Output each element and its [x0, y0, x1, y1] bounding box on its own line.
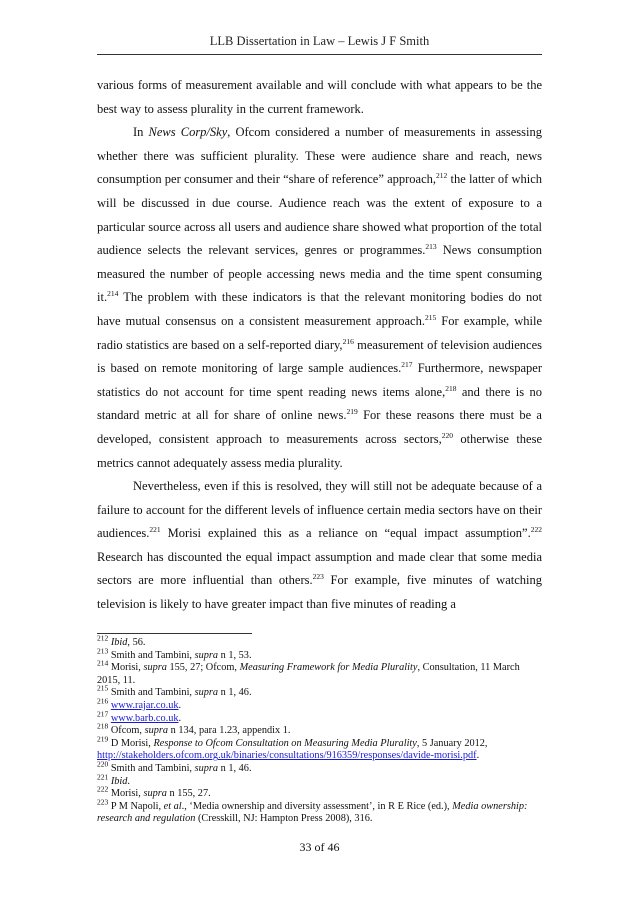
- footnote-text: Smith and Tambini,: [108, 762, 195, 774]
- footnote-ref[interactable]: 218: [445, 383, 457, 393]
- footnote-text: Smith and Tambini,: [108, 687, 195, 699]
- paragraph-2: [97, 121, 542, 475]
- footnote-ref[interactable]: 222: [530, 525, 542, 535]
- ofcom-consultation-link[interactable]: http://stakeholders.ofcom.org.uk/binaries/consultations/916359/responses/davide-morisi.pdf: [97, 750, 477, 762]
- footnote-italic: supra: [144, 725, 169, 737]
- footnote-219: [97, 734, 542, 763]
- footnote-text: Smith and Tambini,: [108, 649, 195, 661]
- footnote-italic: supra: [143, 662, 167, 674]
- footnote-number: 221: [97, 772, 109, 782]
- footnote-number: 222: [97, 784, 109, 794]
- paragraph-text: Morisi explained this as a reliance on “equal impact assumption”.: [160, 526, 531, 541]
- paragraph-3: [97, 475, 542, 617]
- footnote-215: [97, 683, 542, 700]
- footnote-text: , 56.: [127, 637, 146, 648]
- paragraph-text: Research has discounted the equal impact assumption and made clear that some media sectors are more influential than others.: [97, 549, 542, 588]
- footnote-212: [97, 633, 542, 650]
- footnote-number: 213: [97, 646, 109, 656]
- footnote-text: n 1, 46.: [218, 762, 252, 774]
- footnote-213: [97, 646, 542, 663]
- footnote-ref[interactable]: 223: [312, 572, 324, 582]
- footnote-text: D Morisi,: [108, 737, 154, 749]
- footnote-ref[interactable]: 213: [425, 242, 437, 251]
- footnote-italic: Response to Ofcom Consultation on Measuring Media Plurality: [153, 737, 417, 749]
- footnote-text: .: [178, 699, 182, 711]
- footnote-number: 215: [97, 683, 109, 693]
- footnote-text: Morisi,: [108, 662, 144, 674]
- footnote-text: n 155, 27.: [166, 788, 211, 800]
- footnote-number: 220: [97, 759, 109, 769]
- footnote-ref[interactable]: 216: [342, 336, 354, 346]
- running-header: LLB Dissertation in Law – Lewis J F Smith: [209, 34, 430, 48]
- case-name: News Corp/Sky: [148, 125, 228, 140]
- footnote-ref[interactable]: 217: [401, 359, 413, 369]
- footnote-italic: supra: [194, 649, 219, 661]
- footnote-text: Morisi,: [108, 788, 144, 800]
- paragraph-text: Furthermore, newspaper statistics do not account for time spent reading news items alone,: [97, 361, 542, 399]
- footnote-number: 216: [97, 696, 109, 706]
- footnote-number: 212: [97, 633, 109, 643]
- paragraph-text: various forms of measurement available and will conclude with what appears to be the best way to assess plurality in the current framework.: [97, 78, 542, 116]
- paragraph-text: In: [133, 125, 149, 140]
- footnote-216: [97, 696, 542, 713]
- page-number: 33 of 46: [299, 840, 340, 854]
- footnote-ref[interactable]: 214: [107, 289, 119, 299]
- footnote-223: [97, 797, 542, 826]
- paragraph-text: For example, while radio statistics are based on a self-reported diary,: [97, 313, 542, 352]
- body-text: [97, 74, 542, 617]
- footnote-italic: et al: [163, 800, 182, 812]
- footnote-220: [97, 759, 542, 776]
- paragraph-text: Nevertheless, even if this is resolved, they will still not be adequate because of a failure to account for the different levels of influence certain media sectors have on their audiences.: [97, 479, 542, 541]
- header-divider: [97, 54, 542, 55]
- footnote-number: 218: [97, 721, 109, 731]
- paragraph-1: [97, 74, 542, 121]
- footnote-number: 219: [97, 734, 109, 744]
- footnote-ref[interactable]: 215: [424, 312, 437, 322]
- footnote-text: 155, 27; Ofcom,: [166, 662, 240, 674]
- footnote-ref[interactable]: 221: [149, 525, 161, 535]
- footnote-italic: supra: [194, 687, 219, 699]
- footnote-italic: supra: [143, 788, 167, 800]
- paragraph-text: For example, five minutes of watching television is likely to have greater impact than five minutes of reading a: [97, 573, 542, 612]
- footnote-ref[interactable]: 220: [441, 430, 453, 440]
- footnote-text: , Consultation, 11 March 2015, 11.: [97, 662, 520, 686]
- footnote-italic: Ibid: [110, 775, 128, 787]
- footnote-italic: Ibid: [110, 637, 128, 648]
- footnote-221: [97, 772, 542, 789]
- footnote-text: P M Napoli,: [108, 800, 164, 812]
- footnote-text: .: [178, 712, 182, 724]
- rajar-link[interactable]: www.rajar.co.uk: [110, 699, 179, 711]
- footnote-text: n 134, para 1.23, appendix 1.: [168, 725, 291, 737]
- paragraph-text: and there is no standard metric at all for share of online news.: [97, 384, 542, 423]
- footnote-222: [97, 784, 542, 801]
- footnote-217: [97, 709, 542, 726]
- footnote-text: Ofcom,: [108, 725, 145, 737]
- paragraph-text: , Ofcom considered a number of measurements in assessing whether there was sufficient plurality. These were audience share and reach, news consumption per consumer and their “share of reference” approach,: [97, 125, 542, 187]
- paragraph-text: News consumption measured the number of people accessing news media and the time spent consuming it.: [97, 243, 542, 305]
- footnote-text: , 5 January 2012,: [416, 737, 488, 749]
- footnote-text: n 1, 46.: [218, 687, 252, 699]
- footnote-text: n 1, 53.: [218, 649, 252, 661]
- barb-link[interactable]: www.barb.co.uk: [110, 712, 179, 724]
- footnote-number: 223: [97, 797, 109, 807]
- footnote-ref[interactable]: 212: [436, 171, 448, 181]
- paragraph-text: For these reasons there must be a developed, consistent approach to measurements across sectors,: [97, 408, 542, 446]
- paragraph-text: otherwise these metrics cannot adequately assess media plurality.: [97, 431, 542, 470]
- paragraph-text: measurement of television audiences is based on remote monitoring of large sample audiences.: [97, 337, 543, 376]
- footnote-ref[interactable]: 219: [346, 407, 358, 417]
- footnote-214: [97, 658, 542, 687]
- footnote-text: (Cresskill, NJ: Hampton Press 2008), 316.: [195, 813, 373, 825]
- footnote-italic: Measuring Framework for Media Plurality: [239, 662, 418, 674]
- footnote-number: 217: [97, 709, 109, 719]
- footnote-divider: [97, 633, 252, 634]
- paragraph-text: The problem with these indicators is that the relevant monitoring bodies do not have mutual consensus on a consistent measurement approach.: [97, 290, 542, 328]
- footnote-text: .: [127, 775, 130, 787]
- footnote-text: ., ‘Media ownership and diversity assessment’, in R E Rice (ed.),: [181, 800, 453, 812]
- footnote-italic: Media ownership: research and regulation: [97, 800, 528, 825]
- footnote-italic: supra: [194, 762, 219, 774]
- footnote-text: .: [476, 750, 480, 762]
- footnotes: [97, 633, 542, 826]
- footnote-number: 214: [97, 658, 109, 668]
- footnote-218: [97, 721, 542, 738]
- paragraph-text: the latter of which will be discussed in due course. Audience reach was the extent of exposure to a particular source across all users and audience share showed what proportion of the total audience selects the relevant services, genres or programmes.: [97, 172, 542, 258]
